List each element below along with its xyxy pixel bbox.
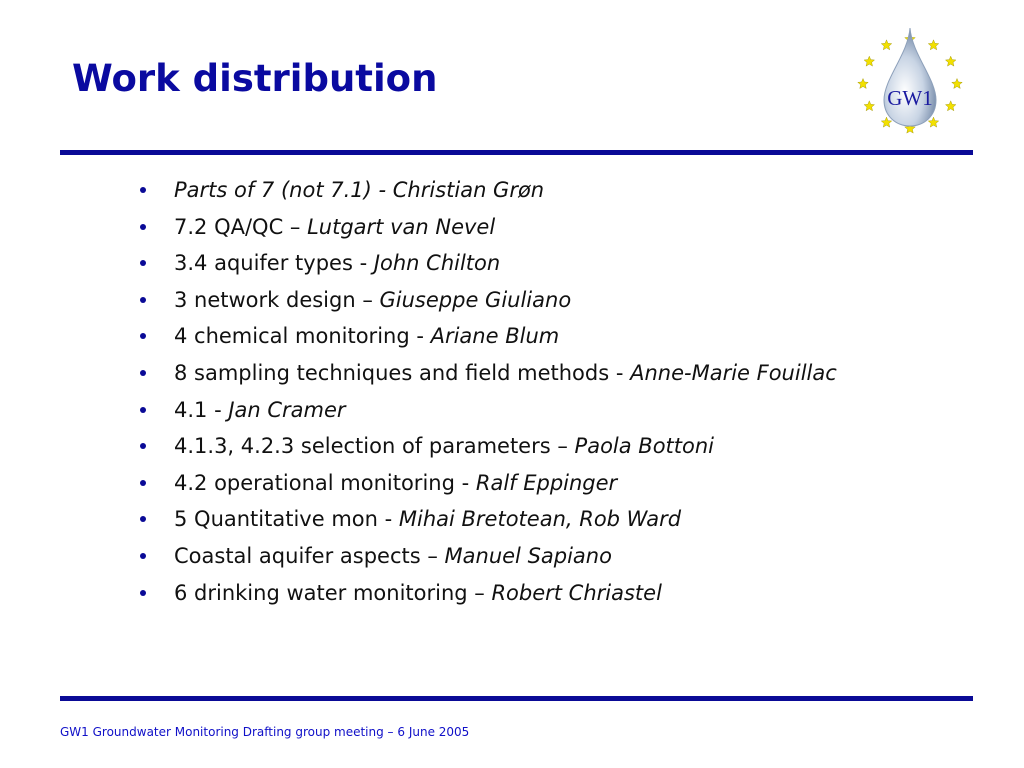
bullet-dot-icon — [140, 333, 146, 339]
star-icon — [945, 56, 955, 66]
bullet-item — [140, 544, 840, 568]
bullet-item — [140, 251, 840, 275]
bullet-item — [140, 581, 840, 605]
bullet-item — [140, 288, 840, 312]
bullet-person: Anne-Marie Fouillac — [630, 360, 837, 385]
bullet-person: John Chilton — [373, 251, 501, 276]
bullet-item — [140, 324, 840, 348]
bullet-dot-icon — [140, 224, 146, 230]
bullet-dot-icon — [140, 443, 146, 449]
bullet-item — [140, 434, 840, 458]
bullet-person: Ariane Blum — [430, 324, 560, 349]
bullet-person: Ralf Eppinger — [475, 470, 618, 495]
bullet-item — [140, 361, 840, 385]
bullet-text: Coastal aquifer aspects – — [174, 543, 445, 568]
bullet-person: Parts of 7 (not 7.1) - Christian Grøn — [174, 178, 545, 202]
bullet-text: 3 network design – — [174, 287, 380, 312]
logo-text: GW1 — [887, 86, 933, 110]
star-icon — [952, 79, 962, 89]
bullet-person: Giuseppe Giuliano — [379, 287, 572, 312]
bullet-person: Jan Cramer — [228, 397, 346, 422]
star-icon — [928, 117, 938, 127]
bullet-dot-icon — [140, 590, 146, 596]
bullet-text: 3.4 aquifer types - — [174, 251, 374, 276]
bullet-dot-icon — [140, 407, 146, 413]
bullet-person: Manuel Sapiano — [444, 543, 612, 568]
bullet-dot-icon — [140, 553, 146, 559]
star-icon — [864, 101, 874, 111]
bullet-item — [140, 471, 840, 495]
bullet-item — [140, 178, 840, 202]
bullet-person: Paola Bottoni — [574, 434, 715, 459]
bullet-text: 7.2 QA/QC – — [174, 214, 308, 239]
bullet-text: 6 drinking water monitoring – — [174, 580, 492, 605]
bullet-person: Lutgart van Nevel — [307, 214, 496, 239]
bullet-text: 4.2 operational monitoring - — [174, 470, 476, 495]
star-icon — [881, 40, 891, 50]
bullet-person: Mihai Bretotean, Rob Ward — [398, 507, 682, 532]
bottom-divider — [60, 696, 973, 701]
bullet-text: 4.1.3, 4.2.3 selection of parameters – — [174, 434, 575, 459]
bullet-dot-icon — [140, 480, 146, 486]
top-divider — [60, 150, 973, 155]
bullet-item — [140, 507, 840, 531]
bullet-item — [140, 215, 840, 239]
gw1-logo — [848, 24, 968, 134]
bullet-text: 8 sampling techniques and field methods - — [174, 360, 631, 385]
star-icon — [881, 117, 891, 127]
star-icon — [945, 101, 955, 111]
bullet-dot-icon — [140, 516, 146, 522]
bullet-text: 4.1 - — [174, 397, 229, 422]
footer-text: GW1 Groundwater Monitoring Drafting group meeting – 6 June 2005 — [60, 725, 470, 739]
star-icon — [864, 56, 874, 66]
bullet-item — [140, 398, 840, 422]
star-icon — [928, 40, 938, 50]
bullet-text: 4 chemical monitoring - — [174, 324, 431, 349]
bullet-dot-icon — [140, 187, 146, 193]
bullet-text: 5 Quantitative mon - — [174, 507, 399, 532]
water-drop-icon — [884, 28, 936, 126]
bullet-dot-icon — [140, 370, 146, 376]
bullet-dot-icon — [140, 260, 146, 266]
slide-title: Work distribution — [72, 57, 438, 100]
bullet-dot-icon — [140, 297, 146, 303]
bullet-list — [140, 178, 840, 617]
bullet-person: Robert Chriastel — [491, 580, 662, 605]
star-icon — [858, 79, 868, 89]
